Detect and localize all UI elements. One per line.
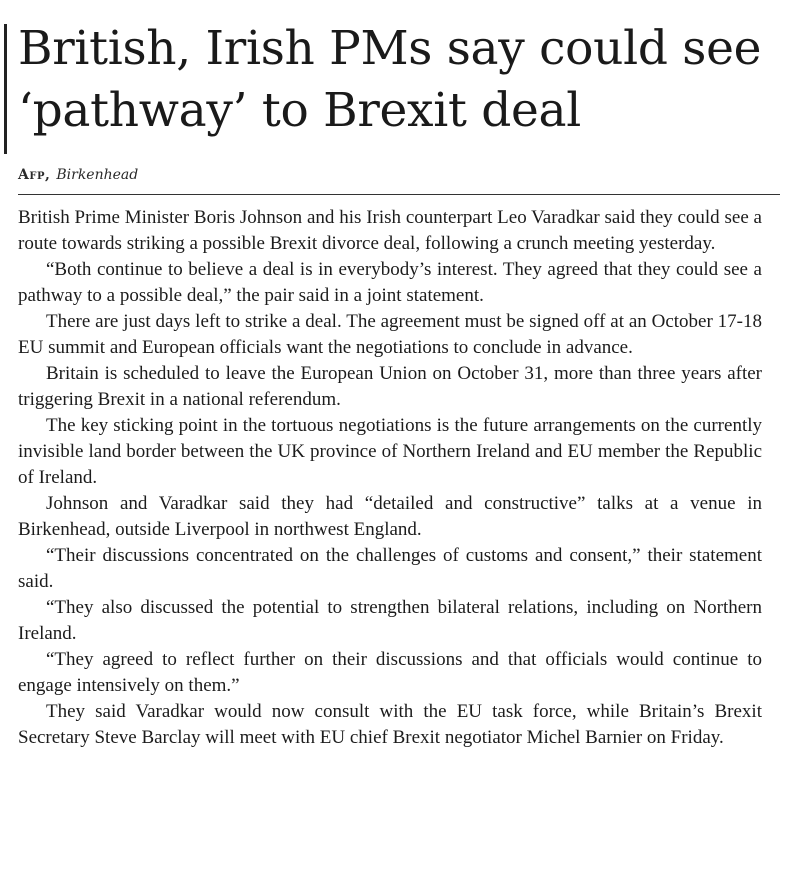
byline-place: Birkenhead (56, 167, 139, 183)
paragraph: British Prime Minister Boris Johnson and his Irish counterpart Leo Varadkar said they could see a route towards striking a possible Brexit divorce deal, following a crunch meeting yesterday. (18, 207, 762, 254)
paragraph: “They also discussed the potential to strengthen bilateral relations, including on Northern Ireland. (18, 597, 762, 644)
paragraph: Johnson and Varadkar said they had “detailed and constructive” talks at a venue in Birkenhead, outside Liverpool in northwest England. (18, 493, 762, 540)
headline-rule (4, 24, 7, 154)
article-body (18, 205, 762, 751)
paragraph: The key sticking point in the tortuous negotiations is the future arrangements on the currently invisible land border between the UK province of Northern Ireland and EU member the Republic of Ireland. (18, 415, 762, 488)
paragraph: “They agreed to reflect further on their discussions and that officials would continue to engage intensively on them.” (18, 649, 762, 696)
paragraph: There are just days left to strike a deal. The agreement must be signed off at an October 17-18 EU summit and European officials want the negotiations to conclude in advance. (18, 311, 762, 358)
headline: British, Irish PMs say could see ‘pathway’ to Brexit deal (18, 21, 762, 138)
byline-divider (18, 194, 780, 195)
paragraph: “Both continue to believe a deal is in everybody’s interest. They agreed that they could see a pathway to a possible deal,” the pair said in a joint statement. (18, 259, 762, 306)
paragraph: “Their discussions concentrated on the challenges of customs and consent,” their statement said. (18, 545, 762, 592)
byline-agency: Afp, (18, 167, 51, 183)
byline (18, 166, 138, 184)
paragraph: They said Varadkar would now consult with the EU task force, while Britain’s Brexit Secretary Steve Barclay will meet with EU chief Brexit negotiator Michel Barnier on Friday. (18, 701, 762, 748)
paragraph: Britain is scheduled to leave the European Union on October 31, more than three years after triggering Brexit in a national referendum. (18, 363, 762, 410)
